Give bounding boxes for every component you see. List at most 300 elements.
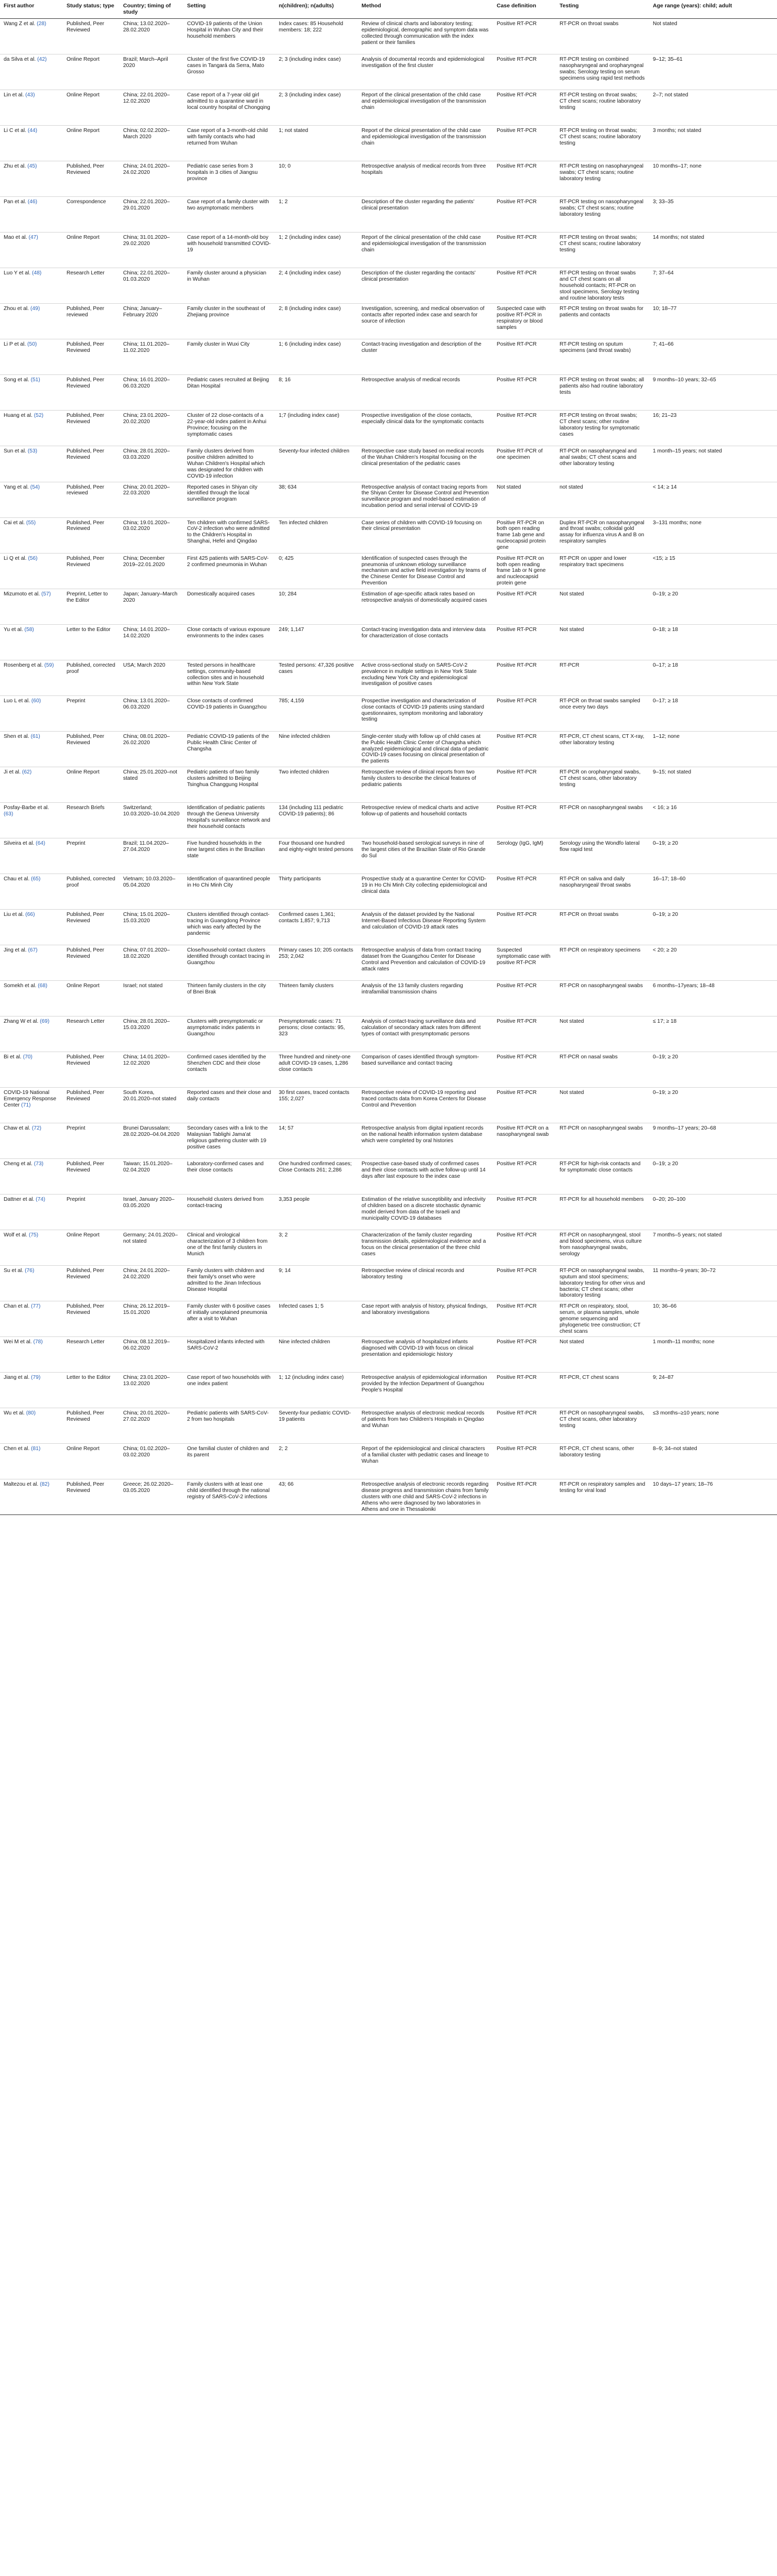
testing-cell: RT-PCR on nasopharyngeal swabs — [556, 981, 649, 1016]
sample-size-cell: 14; 57 — [275, 1123, 358, 1159]
reference-link[interactable]: (48) — [32, 270, 42, 277]
case-definition-cell: Positive RT-PCR — [493, 981, 556, 1016]
case-definition-cell: Positive RT-PCR — [493, 1088, 556, 1123]
age-range-cell: 9–12; 35–61 — [649, 54, 777, 90]
author-name: Pan et al. — [4, 199, 27, 205]
status-cell: Preprint — [63, 1123, 119, 1159]
status-cell: Online Report — [63, 981, 119, 1016]
sample-size-cell: 2; 2 — [275, 1444, 358, 1479]
case-definition-cell: Positive RT-PCR — [493, 19, 556, 54]
author-cell — [0, 19, 63, 54]
table-row — [0, 1266, 777, 1301]
author-cell — [0, 1479, 63, 1515]
reference-link[interactable]: (44) — [27, 128, 38, 134]
reference-link[interactable]: (51) — [30, 377, 40, 383]
sample-size-cell: 134 (including 111 pediatric COVID-19 patients); 86 — [275, 803, 358, 838]
status-cell: Published, Peer Reviewed — [63, 1088, 119, 1123]
method-cell: Retrospective review of clinical reports from two family clusters to describe the clinical features of pediatric patients — [358, 767, 493, 803]
method-cell: Retrospective analysis from digital inpatient records on the national health information system database which were completed by oral histories — [358, 1123, 493, 1159]
table-row — [0, 767, 777, 803]
age-range-cell: 2–7; not stated — [649, 90, 777, 126]
sample-size-cell: 9; 14 — [275, 1266, 358, 1301]
reference-link[interactable]: (50) — [27, 341, 37, 348]
country-cell: China; 20.01.2020–22.03.2020 — [119, 482, 183, 517]
setting-cell: Family clusters with children and their family's onset who were admitted to the Jinan Infectious Disease Hospital — [183, 1266, 275, 1301]
testing-cell: RT-PCR on respiratory specimens — [556, 945, 649, 981]
author-name: Li P et al. — [4, 341, 26, 348]
testing-cell: RT-PCR, CT chest scans, other laboratory testing — [556, 1444, 649, 1479]
author-cell — [0, 1337, 63, 1373]
sample-size-cell: 1; 2 — [275, 197, 358, 233]
country-cell: China; 13.02.2020–28.02.2020 — [119, 19, 183, 54]
reference-link[interactable]: (68) — [38, 983, 48, 989]
case-definition-cell: Positive RT-PCR on a nasopharyngeal swab — [493, 1123, 556, 1159]
age-range-cell: 0–18; ≥ 18 — [649, 624, 777, 660]
table-row — [0, 161, 777, 197]
reference-link[interactable]: (76) — [25, 1268, 35, 1274]
case-definition-cell: Positive RT-PCR — [493, 767, 556, 803]
author-name: Chaw et al. — [4, 1125, 30, 1132]
table-row — [0, 945, 777, 981]
status-cell: Correspondence — [63, 197, 119, 233]
reference-link[interactable]: (75) — [28, 1232, 39, 1239]
author-name: Zhang W et al. — [4, 1019, 39, 1025]
sample-size-cell: 10; 0 — [275, 161, 358, 197]
table-row — [0, 197, 777, 233]
country-cell: China; 15.01.2020–15.03.2020 — [119, 910, 183, 945]
country-cell: China; 07.01.2020–18.02.2020 — [119, 945, 183, 981]
method-cell: Contact-tracing investigation and description of the cluster — [358, 339, 493, 375]
reference-link[interactable]: (72) — [31, 1125, 41, 1132]
author-cell — [0, 197, 63, 233]
author-cell — [0, 304, 63, 339]
country-cell: China; 24.01.2020–24.02.2020 — [119, 161, 183, 197]
age-range-cell: 7; 41–66 — [649, 339, 777, 375]
setting-cell: Clusters identified through contact-tracing in Guangdong Province which was early affected by the pandemic — [183, 910, 275, 945]
age-range-cell: 16; 21–23 — [649, 411, 777, 446]
table-row — [0, 517, 777, 553]
case-definition-cell: Positive RT-PCR — [493, 1479, 556, 1515]
country-cell: China; 26.12.2019–15.01.2020 — [119, 1301, 183, 1337]
method-cell: Retrospective analysis of contact tracing reports from the Shiyan Center for Disease Control and Prevention surveillance program and model-based estimation of incubation period and serial interval of COVID-19 — [358, 482, 493, 517]
table-row — [0, 19, 777, 54]
country-cell: Japan; January–March 2020 — [119, 589, 183, 624]
author-name: Silveira et al. — [4, 841, 35, 847]
status-cell: Published, Peer Reviewed — [63, 446, 119, 482]
method-cell: Retrospective analysis of medical records from three hospitals — [358, 161, 493, 197]
country-cell: Brazil; March–April 2020 — [119, 54, 183, 90]
reference-link[interactable]: (69) — [40, 1019, 50, 1025]
case-definition-cell: Positive RT-PCR — [493, 1230, 556, 1266]
table-row — [0, 1016, 777, 1052]
country-cell: China; 08.12.2019–06.02.2020 — [119, 1337, 183, 1373]
sample-size-cell: Presymptomatic cases: 71 persons; close contacts: 95, 323 — [275, 1016, 358, 1052]
author-name: Ji et al. — [4, 769, 21, 776]
method-cell: Retrospective review of medical charts and active follow-up of patients and household contacts — [358, 803, 493, 838]
case-definition-cell: Positive RT-PCR — [493, 660, 556, 695]
setting-cell: Cluster of the first five COVID-19 cases in Tangará da Serra, Mato Grosso — [183, 54, 275, 90]
sample-size-cell: 1; 12 (including index case) — [275, 1373, 358, 1408]
age-range-cell: 10 months–17; none — [649, 161, 777, 197]
testing-cell: Not stated — [556, 1088, 649, 1123]
method-cell: Single-center study with follow up of child cases at the Public Health Clinic Center of Changsha which analyzed epidemiological and clinical data of pediatric COVID-19 cases focusing on clinical presentation of the patients — [358, 731, 493, 767]
age-range-cell: 9; 24–87 — [649, 1373, 777, 1408]
table-row — [0, 803, 777, 838]
reference-link[interactable]: (65) — [31, 876, 41, 882]
country-cell: China; 16.01.2020–06.03.2020 — [119, 375, 183, 411]
setting-cell: Identification of pediatric patients through the Geneva University Hospital's surveillance network and their household contacts — [183, 803, 275, 838]
age-range-cell: 0–19; ≥ 20 — [649, 1052, 777, 1088]
sample-size-cell: 30 first cases, traced contacts 155; 2,027 — [275, 1088, 358, 1123]
setting-cell: Ten children with confirmed SARS-CoV-2 infection who were admitted to the Children's Hospital in Shanghai, Hefei and Qingdao — [183, 517, 275, 553]
setting-cell: Identification of quarantined people in Ho Chi Minh City — [183, 874, 275, 910]
sample-size-cell: Ten infected children — [275, 517, 358, 553]
age-range-cell: 9 months–10 years; 32–65 — [649, 375, 777, 411]
reference-link[interactable]: (62) — [22, 769, 32, 776]
status-cell: Published, Peer Reviewed — [63, 1159, 119, 1195]
author-cell — [0, 1088, 63, 1123]
method-cell: Case series of children with COVID-19 focusing on their clinical presentation — [358, 517, 493, 553]
status-cell: Published, Peer Reviewed — [63, 1301, 119, 1337]
status-cell: Online Report — [63, 126, 119, 161]
table-row — [0, 731, 777, 767]
case-definition-cell: Positive RT-PCR — [493, 624, 556, 660]
author-cell — [0, 910, 63, 945]
testing-cell: RT-PCR, CT chest scans — [556, 1373, 649, 1408]
setting-cell: Pediatric patients of two family clusters admitted to Beijing Tsinghua Changgung Hospital — [183, 767, 275, 803]
country-cell: Greece; 26.02.2020–03.05.2020 — [119, 1479, 183, 1515]
method-cell: Estimation of the relative susceptibility and infectivity of children based on a discrete stochastic dynamic model derived from data of the Israeli and municipality COVID-19 databases — [358, 1195, 493, 1230]
sample-size-cell: Three hundred and ninety-one adult COVID-19 cases, 1,286 close contacts — [275, 1052, 358, 1088]
status-cell: Published, Peer Reviewed — [63, 19, 119, 54]
reference-link[interactable]: (79) — [31, 1375, 41, 1381]
column-header: Method — [358, 0, 493, 19]
sample-size-cell: Index cases: 85 Household members: 18; 222 — [275, 19, 358, 54]
author-name: COVID-19 National Emergency Response Center — [4, 1090, 57, 1108]
setting-cell: First 425 patients with SARS-CoV-2 confirmed pneumonia in Wuhan — [183, 553, 275, 589]
setting-cell: Case report of a 14-month-old boy with household transmitted COVID-19 — [183, 233, 275, 268]
reference-link[interactable]: (64) — [36, 841, 46, 847]
testing-cell: RT-PCR on nasopharyngeal swabs, CT chest scans, other laboratory testing — [556, 1408, 649, 1444]
case-definition-cell: Positive RT-PCR — [493, 589, 556, 624]
table-row — [0, 1444, 777, 1479]
testing-cell: Not stated — [556, 624, 649, 660]
age-range-cell: 10 days–17 years; 18–76 — [649, 1479, 777, 1515]
method-cell: Review of clinical charts and laboratory testing; epidemiological, demographic and symptom data was collected through communication with the index patient or their families — [358, 19, 493, 54]
reference-link[interactable]: (45) — [27, 163, 37, 170]
case-definition-cell: Positive RT-PCR — [493, 1373, 556, 1408]
testing-cell: RT-PCR on oropharyngeal swabs, CT chest scans, other laboratory testing — [556, 767, 649, 803]
case-definition-cell: Positive RT-PCR — [493, 1052, 556, 1088]
setting-cell: Family cluster in the southeast of Zhejiang province — [183, 304, 275, 339]
reference-link[interactable]: (80) — [26, 1410, 36, 1417]
case-definition-cell: Positive RT-PCR on both open reading frame 1ab gene and nucleocapsid protein gene — [493, 517, 556, 553]
setting-cell: Domestically acquired cases — [183, 589, 275, 624]
status-cell: Online Report — [63, 233, 119, 268]
author-cell — [0, 589, 63, 624]
sample-size-cell: 1;7 (including index case) — [275, 411, 358, 446]
author-name: Somekh et al. — [4, 983, 37, 989]
sample-size-cell: 785; 4,159 — [275, 695, 358, 731]
status-cell: Research Letter — [63, 1337, 119, 1373]
status-cell: Published, corrected proof — [63, 874, 119, 910]
country-cell: China; 08.01.2020–26.02.2020 — [119, 731, 183, 767]
author-cell — [0, 1230, 63, 1266]
author-name: Yu et al. — [4, 626, 23, 633]
author-cell — [0, 126, 63, 161]
author-cell — [0, 731, 63, 767]
reference-link[interactable]: (46) — [27, 199, 38, 205]
method-cell: Retrospective analysis of electronic medical records of patients from two Children's Hospitals in Qingdao and Wuhan — [358, 1408, 493, 1444]
method-cell: Characterization of the family cluster regarding transmission details, epidemiological evidence and a focus on the clinical presentation of the three child cases — [358, 1230, 493, 1266]
setting-cell: Five hundred households in the nine largest cities in the Brazilian state — [183, 838, 275, 874]
setting-cell: Family cluster in Wuxi City — [183, 339, 275, 375]
sample-size-cell: 1; 6 (including index case) — [275, 339, 358, 375]
method-cell: Estimation of age-specific attack rates based on retrospective analysis of domestically acquired cases — [358, 589, 493, 624]
reference-link[interactable]: (58) — [24, 626, 34, 633]
reference-link[interactable]: (55) — [26, 519, 36, 526]
sample-size-cell: 8; 16 — [275, 375, 358, 411]
author-cell — [0, 375, 63, 411]
status-cell: Published, Peer Reviewed — [63, 1266, 119, 1301]
author-name: Chau et al. — [4, 876, 30, 882]
reference-link[interactable]: (59) — [44, 662, 54, 668]
case-definition-cell: Positive RT-PCR — [493, 803, 556, 838]
table-row — [0, 624, 777, 660]
age-range-cell: 7; 37–64 — [649, 268, 777, 304]
setting-cell: COVID-19 patients of the Union Hospital in Wuhan City and their household members — [183, 19, 275, 54]
sample-size-cell: 1; not stated — [275, 126, 358, 161]
testing-cell: RT-PCR on throat swabs sampled once every two days — [556, 695, 649, 731]
sample-size-cell: Nine infected children — [275, 731, 358, 767]
setting-cell: Close contacts of various exposure environments to the index cases — [183, 624, 275, 660]
testing-cell: not stated — [556, 482, 649, 517]
method-cell: Analysis of the dataset provided by the National Internet-Based Infectious Disease Reporting System and calculation of COVID-19 attack rates — [358, 910, 493, 945]
setting-cell: Pediatric case series from 3 hospitals in 3 cities of Jiangsu province — [183, 161, 275, 197]
setting-cell: One familial cluster of children and its parent — [183, 1444, 275, 1479]
table-row — [0, 1052, 777, 1088]
status-cell: Online Report — [63, 1444, 119, 1479]
testing-cell: RT-PCR on nasopharyngeal, stool and blood specimens, virus culture from nasopharyngeal swabs, serology — [556, 1230, 649, 1266]
author-cell — [0, 1123, 63, 1159]
case-definition-cell: Serology (IgG, IgM) — [493, 838, 556, 874]
author-name: Liu et al. — [4, 912, 24, 918]
testing-cell: RT-PCR testing on throat swabs for patients and contacts — [556, 304, 649, 339]
author-cell — [0, 874, 63, 910]
setting-cell: Family clusters with at least one child identified through the national registry of SARS-CoV-2 infections — [183, 1479, 275, 1515]
sample-size-cell: 10; 284 — [275, 589, 358, 624]
age-range-cell: 0–19; ≥ 20 — [649, 1159, 777, 1195]
reference-link[interactable]: (49) — [30, 306, 40, 312]
author-name: Song et al. — [4, 377, 29, 383]
case-definition-cell: Positive RT-PCR — [493, 339, 556, 375]
method-cell: Analysis of documental records and epidemiological investigation of the first cluster — [358, 54, 493, 90]
country-cell: Switzerland; 10.03.2020–10.04.2020 — [119, 803, 183, 838]
setting-cell: Reported cases and their close and daily contacts — [183, 1088, 275, 1123]
testing-cell: RT-PCR testing on nasopharyngeal swabs; CT chest scans; routine laboratory testing — [556, 161, 649, 197]
method-cell: Retrospective review of COVID-19 reporting and traced contacts data from Korea Centers for Disease Control and Prevention — [358, 1088, 493, 1123]
author-name: Zhou et al. — [4, 306, 29, 312]
status-cell: Published, Peer Reviewed — [63, 1052, 119, 1088]
age-range-cell: 3; 33–35 — [649, 197, 777, 233]
author-cell — [0, 1408, 63, 1444]
setting-cell: Reported cases in Shiyan city identified through the local surveillance program — [183, 482, 275, 517]
table-row — [0, 1123, 777, 1159]
status-cell: Online Report — [63, 1230, 119, 1266]
column-header: First author — [0, 0, 63, 19]
country-cell: Israel; not stated — [119, 981, 183, 1016]
author-name: Li Q et al. — [4, 555, 27, 561]
reference-link[interactable]: (66) — [25, 912, 35, 918]
table-row — [0, 660, 777, 695]
case-definition-cell: Suspected symptomatic case with positive RT-PCR — [493, 945, 556, 981]
author-cell — [0, 803, 63, 838]
testing-cell: RT-PCR on respiratory, stool, serum, or plasma samples, whole genome sequencing and phylogenetic tree construction; CT chest scans — [556, 1301, 649, 1337]
status-cell: Published, Peer reviewed — [63, 482, 119, 517]
sample-size-cell: 3,353 people — [275, 1195, 358, 1230]
author-name: Li C et al. — [4, 128, 27, 134]
status-cell: Published, Peer Reviewed — [63, 1479, 119, 1515]
country-cell: China; 23.01.2020–20.02.2020 — [119, 411, 183, 446]
age-range-cell: 3–131 months; none — [649, 517, 777, 553]
method-cell: Prospective case-based study of confirmed cases and their close contacts with active follow-up until 14 days after last exposure to the index case — [358, 1159, 493, 1195]
reference-link[interactable]: (42) — [37, 57, 47, 63]
status-cell: Preprint — [63, 838, 119, 874]
age-range-cell: 11 months–9 years; 30–72 — [649, 1266, 777, 1301]
method-cell: Retrospective analysis of data from contact tracing dataset from the Guangzhou Center for Disease Control and Prevention and calculation of COVID-19 attack rates — [358, 945, 493, 981]
reference-link[interactable]: (43) — [25, 92, 35, 98]
reference-link[interactable]: (52) — [34, 413, 43, 419]
age-range-cell: 0–17; ≥ 18 — [649, 695, 777, 731]
table-row — [0, 1337, 777, 1373]
age-range-cell: ≤ 17; ≥ 18 — [649, 1016, 777, 1052]
setting-cell: Hospitalized infants infected with SARS-CoV-2 — [183, 1337, 275, 1373]
setting-cell: Pediatric COVID-19 patients of the Public Health Clinic Center of Changsha — [183, 731, 275, 767]
author-name: da Silva et al. — [4, 57, 36, 63]
age-range-cell: 0–20; 20–100 — [649, 1195, 777, 1230]
reference-link[interactable]: (70) — [23, 1054, 32, 1060]
reference-link[interactable]: (53) — [27, 448, 38, 455]
status-cell: Research Briefs — [63, 803, 119, 838]
testing-cell: Duplex RT-PCR on nasopharyngeal and throat swabs; colloidal gold assay for influenza virus A and B on respiratory samples — [556, 517, 649, 553]
column-header: Setting — [183, 0, 275, 19]
age-range-cell: < 14; ≥ 14 — [649, 482, 777, 517]
reference-link[interactable]: (78) — [33, 1339, 43, 1345]
country-cell: China; 22.01.2020–12.02.2020 — [119, 90, 183, 126]
table-row — [0, 1301, 777, 1337]
case-definition-cell: Positive RT-PCR — [493, 233, 556, 268]
table-row — [0, 1195, 777, 1230]
setting-cell: Clinical and virological characterization of 3 children from one of the first family clusters in Munich — [183, 1230, 275, 1266]
reference-link[interactable]: (67) — [28, 947, 38, 954]
status-cell: Letter to the Editor — [63, 1373, 119, 1408]
reference-link[interactable]: (47) — [28, 235, 38, 241]
reference-link[interactable]: (63) — [4, 811, 14, 817]
age-range-cell: 0–19; ≥ 20 — [649, 589, 777, 624]
reference-link[interactable]: (74) — [36, 1197, 46, 1203]
testing-cell: RT-PCR on nasopharyngeal swabs — [556, 1123, 649, 1159]
author-name: Wei M et al. — [4, 1339, 32, 1345]
setting-cell: Close contacts of confirmed COVID-19 patients in Guangzhou — [183, 695, 275, 731]
testing-cell: RT-PCR, CT chest scans, CT X-ray, other laboratory testing — [556, 731, 649, 767]
case-definition-cell: Positive RT-PCR — [493, 1016, 556, 1052]
country-cell: Israel, January 2020–03.05.2020 — [119, 1195, 183, 1230]
case-definition-cell: Positive RT-PCR — [493, 161, 556, 197]
author-cell — [0, 268, 63, 304]
country-cell: China; 11.01.2020–11.02.2020 — [119, 339, 183, 375]
reference-link[interactable]: (71) — [21, 1102, 31, 1108]
setting-cell: Tested persons in healthcare settings, community-based collection sites and in household within New York State — [183, 660, 275, 695]
testing-cell: RT-PCR testing on nasopharyngeal swabs; CT chest scans; routine laboratory testing — [556, 197, 649, 233]
sample-size-cell: Seventy-four pediatric COVID-19 patients — [275, 1408, 358, 1444]
reference-link[interactable]: (60) — [31, 698, 41, 704]
case-definition-cell: Positive RT-PCR — [493, 54, 556, 90]
setting-cell: Laboratory-confirmed cases and their close contacts — [183, 1159, 275, 1195]
case-definition-cell: Positive RT-PCR on both open reading frame 1ab or N gene and nucleocapsid protein gene — [493, 553, 556, 589]
author-name: Maltezou et al. — [4, 1482, 39, 1488]
author-cell — [0, 446, 63, 482]
column-header: Testing — [556, 0, 649, 19]
method-cell: Retrospective analysis of electronic records regarding disease progress and transmission chains from family clusters with one child and SARS-CoV-2 infections in Athens who were diagnosed by two laboratories in Athens and one in Thessaloniki — [358, 1479, 493, 1515]
setting-cell: Case report of a family cluster with two asymptomatic members — [183, 197, 275, 233]
table-row — [0, 375, 777, 411]
status-cell: Published, Peer Reviewed — [63, 1408, 119, 1444]
reference-link[interactable]: (57) — [41, 591, 51, 597]
author-cell — [0, 411, 63, 446]
country-cell: China; 28.01.2020–15.03.2020 — [119, 1016, 183, 1052]
reference-link[interactable]: (81) — [31, 1446, 41, 1452]
author-name: Yang et al. — [4, 484, 29, 490]
status-cell: Preprint — [63, 1195, 119, 1230]
reference-link[interactable]: (56) — [28, 555, 38, 561]
country-cell: China; 31.01.2020–29.02.2020 — [119, 233, 183, 268]
table-row — [0, 1159, 777, 1195]
method-cell: Report of the clinical presentation of the child case and epidemiological investigation of the transmission chain — [358, 233, 493, 268]
author-cell — [0, 517, 63, 553]
country-cell: China; December 2019–22.01.2020 — [119, 553, 183, 589]
testing-cell: Not stated — [556, 589, 649, 624]
reference-link[interactable]: (82) — [40, 1482, 50, 1488]
case-definition-cell: Positive RT-PCR — [493, 874, 556, 910]
reference-link[interactable]: (73) — [34, 1161, 43, 1167]
table-row — [0, 268, 777, 304]
author-cell — [0, 695, 63, 731]
column-header: Study status; type — [63, 0, 119, 19]
age-range-cell: 1 month–15 years; not stated — [649, 446, 777, 482]
testing-cell: Not stated — [556, 1016, 649, 1052]
reference-link[interactable]: (61) — [30, 733, 40, 739]
author-name: Sun et al. — [4, 448, 27, 455]
sample-size-cell: 0; 425 — [275, 553, 358, 589]
testing-cell: RT-PCR — [556, 660, 649, 695]
testing-cell: RT-PCR on saliva and daily nasopharyngeal/ throat swabs — [556, 874, 649, 910]
reference-link[interactable]: (28) — [37, 21, 47, 27]
setting-cell: Cluster of 22 close-contacts of a 22-year-old index patient in Anhui Province; focusing on the symptomatic cases — [183, 411, 275, 446]
setting-cell: Clusters with presymptomatic or asymptomatic index patients in Guangzhou — [183, 1016, 275, 1052]
reference-link[interactable]: (54) — [30, 484, 40, 490]
author-name: Posfay-Barbe et al. — [4, 805, 49, 811]
reference-link[interactable]: (77) — [31, 1303, 41, 1310]
status-cell: Published, Peer Reviewed — [63, 517, 119, 553]
country-cell: Brunei Darussalam; 28.02.2020–04.04.2020 — [119, 1123, 183, 1159]
testing-cell: RT-PCR on respiratory samples and testing for viral load — [556, 1479, 649, 1515]
table-row — [0, 1373, 777, 1408]
table-row — [0, 446, 777, 482]
sample-size-cell: 2; 3 (including index case) — [275, 54, 358, 90]
setting-cell: Close/household contact clusters identified through contact tracing in Guangzhou — [183, 945, 275, 981]
age-range-cell: 16–17; 18–60 — [649, 874, 777, 910]
age-range-cell: ≤3 months–≥10 years; none — [649, 1408, 777, 1444]
